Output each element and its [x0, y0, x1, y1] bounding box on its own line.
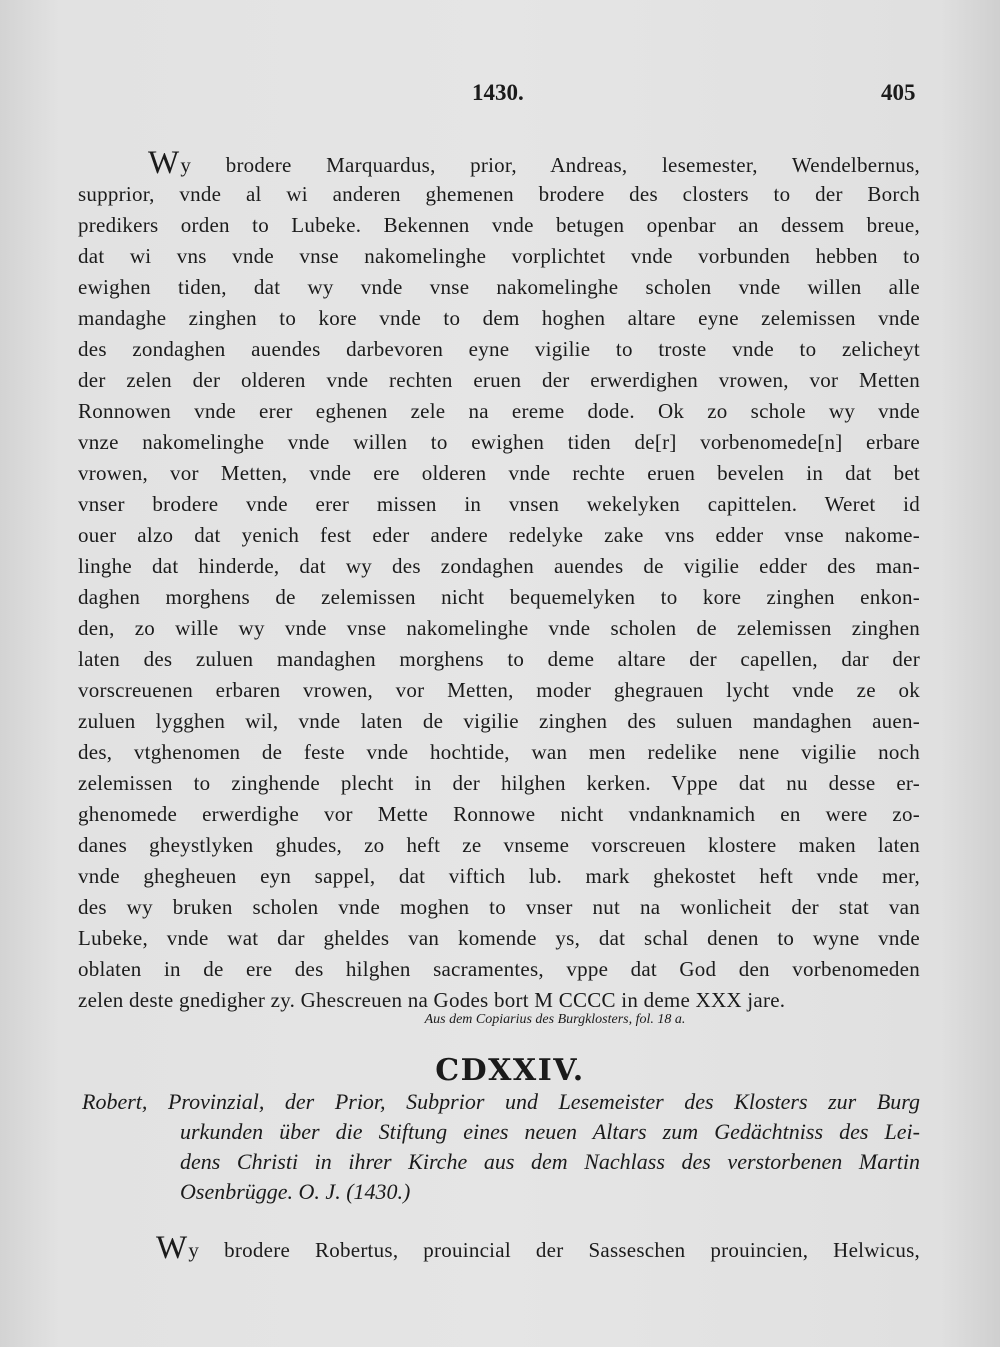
document-text-line: [78, 520, 920, 551]
initial-letter: W: [148, 145, 180, 181]
document-text-line: [78, 799, 920, 830]
document-text-line: [78, 179, 920, 210]
line-text: oblaten in de ere des hilghen sacramentes, vppe dat God den vorbenomeden: [78, 957, 920, 981]
document-text-line: [78, 458, 920, 489]
page-number: 405: [881, 80, 916, 105]
line-text: zelemissen to zinghende plecht in der hilghen kerken. Vppe dat nu desse er-: [78, 771, 920, 795]
document-text-line: [78, 365, 920, 396]
document-text-line: [78, 272, 920, 303]
line-text: zuluen lygghen wil, vnde laten de vigilie zinghen des suluen mandaghen auen-: [78, 709, 920, 733]
line-text: danes gheystlyken ghudes, zo heft ze vnseme vorscreuen klostere maken laten: [78, 833, 920, 857]
line-text: den, zo wille wy vnde vnse nakomelinghe vnde scholen de zelemissen zinghen: [78, 616, 920, 640]
line-text: der zelen der olderen vnde rechten eruen der erwerdighen vrowen, vor Metten: [78, 368, 920, 392]
document-text-line: [78, 334, 920, 365]
document-text-line: [78, 923, 920, 954]
line-text: supprior, vnde al wi anderen ghemenen brodere des closters to der Borch: [78, 182, 920, 206]
initial-letter: W: [156, 1230, 188, 1266]
document-text-line: [78, 737, 920, 768]
running-head: [0, 80, 1000, 112]
line-text: ouer alzo dat yenich fest eder andere redelyke zake vns edder vnse nakome-: [78, 523, 920, 547]
line-text: vnze nakomelinghe vnde willen to ewighen tiden de[r] vorbenomede[n] erbare: [78, 430, 920, 454]
line-text: des wy bruken scholen vnde moghen to vnser nut na wonlicheit der stat van: [78, 895, 920, 919]
line-text: ghenomede erwerdighe vor Mette Ronnowe nicht vndanknamich en were zo-: [78, 802, 920, 826]
line-text: dat wi vns vnde vnse nakomelinghe vorplichtet vnde vorbunden hebben to: [78, 244, 920, 268]
line-text: predikers orden to Lubeke. Bekennen vnde betugen openbar an dessem breue,: [78, 213, 920, 237]
document-number: CDXXIV.: [435, 1053, 585, 1088]
document-text-line: [78, 582, 920, 613]
document-text-line: [78, 706, 920, 737]
line-text: vnde ghegheuen eyn sappel, dat viftich lub. mark ghekostet heft vnde mer,: [78, 864, 920, 888]
line-text: des, vtghenomen de feste vnde hochtide, wan men redelike nene vigilie noch: [78, 740, 920, 764]
document-text-line: [78, 303, 920, 334]
summary-line: urkunden über die Stiftung eines neuen Altars zum Gedächtniss des Lei-: [180, 1119, 920, 1144]
document-text-line: [78, 241, 920, 272]
document-text-line: [148, 145, 920, 181]
document-text-line: [78, 396, 920, 427]
line-text: vrowen, vor Metten, vnde ere olderen vnde rechte eruen bevelen in dat bet: [78, 461, 920, 485]
document-text-line: [78, 768, 920, 799]
document-text-line: [78, 427, 920, 458]
summary-line: dens Christi in ihrer Kirche aus dem Nachlass des verstorbenen Martin: [180, 1149, 920, 1174]
line-text: y brodere Marquardus, prior, Andreas, lesemester, Wendelbernus,: [180, 153, 920, 177]
document-text-line: [78, 675, 920, 706]
document-text-line: [156, 1230, 920, 1266]
document-text-line: [78, 210, 920, 241]
document-text-line: [78, 613, 920, 644]
source-citation: Aus dem Copiarius des Burgklosters, fol. 18 a.: [424, 1012, 686, 1027]
line-text: laten des zuluen mandaghen morghens to deme altare der capellen, dar der: [78, 647, 920, 671]
document-text-line: [78, 861, 920, 892]
line-text: ewighen tiden, dat wy vnde vnse nakomelinghe scholen vnde willen alle: [78, 275, 920, 299]
summary-line: Robert, Provinzial, der Prior, Subprior und Lesemeister des Klosters zur Burg: [82, 1089, 920, 1114]
summary-line: Osenbrügge. O. J. (1430.): [180, 1179, 411, 1204]
document-text-line: [78, 644, 920, 675]
year-heading: 1430.: [472, 80, 524, 105]
document-text-line: [78, 830, 920, 861]
document-text-line: [78, 551, 920, 582]
line-text: y brodere Robertus, prouincial der Sasseschen prouincien, Helwicus,: [188, 1238, 920, 1262]
line-text: Lubeke, vnde wat dar gheldes van komende ys, dat schal denen to wyne vnde: [78, 926, 920, 950]
line-text: vorscreuenen erbaren vrowen, vor Metten, moder ghegrauen lycht vnde ze ok: [78, 678, 920, 702]
document-text-line: [78, 954, 920, 985]
line-text: daghen morghens de zelemissen nicht bequemelyken to kore zinghen enkon-: [78, 585, 920, 609]
document-text-line: [78, 892, 920, 923]
document-text-line: [78, 489, 920, 520]
line-text: vnser brodere vnde erer missen in vnsen wekelyken capittelen. Weret id: [78, 492, 920, 516]
line-text: mandaghe zinghen to kore vnde to dem hoghen altare eyne zelemissen vnde: [78, 306, 920, 330]
line-text: Ronnowen vnde erer eghenen zele na ereme dode. Ok zo schole wy vnde: [78, 399, 920, 423]
line-text: zelen deste gnedigher zy. Ghescreuen na Godes bort M CCCC in deme XXX jare.: [78, 988, 786, 1012]
line-text: linghe dat hinderde, dat wy des zondaghen auendes de vigilie edder des man-: [78, 554, 920, 578]
line-text: des zondaghen auendes darbevoren eyne vigilie to troste vnde to zelicheyt: [78, 337, 920, 361]
